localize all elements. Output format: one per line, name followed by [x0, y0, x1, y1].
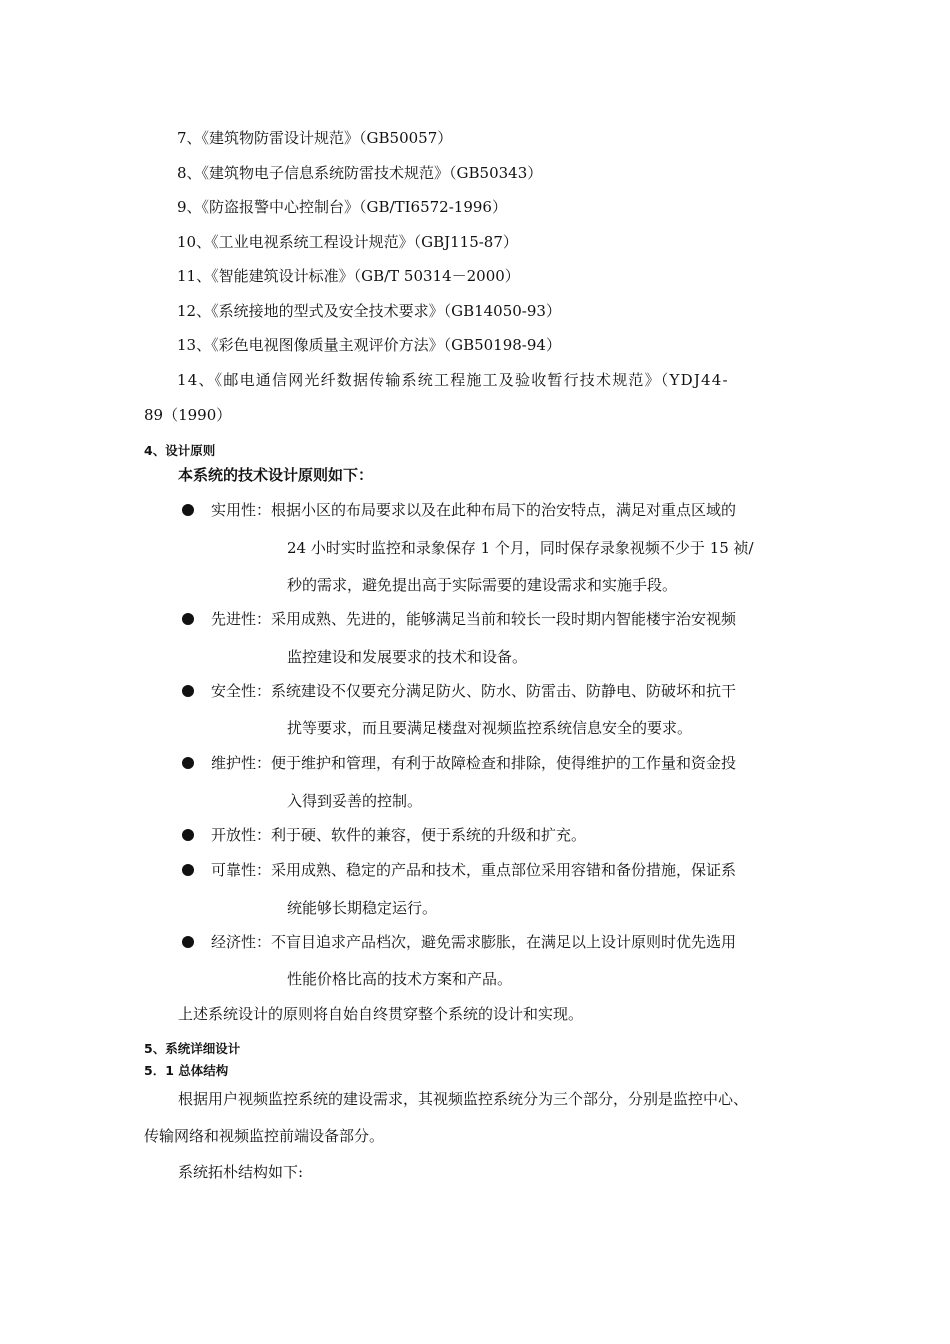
bullet-icon [182, 864, 194, 876]
standard-item-14-cont: 89（1990） [144, 406, 232, 424]
principles-summary: 上述系统设计的原则将自始自终贯穿整个系统的设计和实现。 [178, 1005, 584, 1023]
principle-5-line-1: 开放性：利于硬、软件的兼容，便于系统的升级和扩充。 [211, 826, 587, 844]
section-4-heading: 4、设计原则 [144, 443, 216, 458]
standard-item-11: 11、《智能建筑设计标准》（GB/T 50314－2000） [177, 267, 520, 285]
standard-item-12: 12、《系统接地的型式及安全技术要求》（GB14050-93） [177, 302, 561, 320]
topology-intro: 系统拓朴结构如下: [178, 1163, 304, 1181]
standard-item-8: 8、《建筑物电子信息系统防雷技术规范》（GB50343） [177, 164, 543, 182]
principle-7-line-2: 性能价格比高的技术方案和产品。 [287, 970, 513, 988]
principle-2-line-2: 监控建设和发展要求的技术和设备。 [287, 648, 528, 666]
overview-paragraph-line-1: 根据用户视频监控系统的建设需求，其视频监控系统分为三个部分，分别是监控中心、 [178, 1090, 749, 1108]
principle-7-line-1: 经济性：不盲目追求产品档次，避免需求膨胀，在满足以上设计原则时优先选用 [211, 933, 737, 951]
principle-1-line-3: 秒的需求，避免提出高于实际需要的建设需求和实施手段。 [287, 576, 678, 594]
principles-intro: 本系统的技术设计原则如下： [178, 466, 374, 484]
standard-item-7: 7、《建筑物防雷设计规范》（GB50057） [177, 129, 453, 147]
bullet-icon [182, 504, 194, 516]
section-5-heading: 5、系统详细设计 [144, 1041, 241, 1056]
overview-paragraph-line-2: 传输网络和视频监控前端设备部分。 [144, 1127, 385, 1145]
bullet-icon [182, 757, 194, 769]
principle-6-line-2: 统能够长期稳定运行。 [287, 899, 438, 917]
standard-item-14: 14、《邮电通信网光纤数据传输系统工程施工及验收暂行技术规范》（YDJ44- [177, 371, 729, 389]
principle-2-line-1: 先进性：采用成熟、先进的，能够满足当前和较长一段时期内智能楼宇治安视频 [211, 610, 737, 628]
principle-3-line-1: 安全性：系统建设不仅要充分满足防火、防水、防雷击、防静电、防破坏和抗干 [211, 682, 737, 700]
standard-item-10: 10、《工业电视系统工程设计规范》（GBJ115-87） [177, 233, 518, 251]
principle-6-line-1: 可靠性：采用成熟、稳定的产品和技术，重点部位采用容错和备份措施，保证系 [211, 861, 737, 879]
principle-1-line-2: 24 小时实时监控和录象保存 1 个月，同时保存录象视频不少于 15 祯/ [287, 539, 754, 557]
bullet-icon [182, 613, 194, 625]
principle-3-line-2: 扰等要求，而且要满足楼盘对视频监控系统信息安全的要求。 [287, 719, 693, 737]
bullet-icon [182, 936, 194, 948]
principle-4-line-1: 维护性：便于维护和管理，有利于故障检查和排除，使得维护的工作量和资金投 [211, 754, 737, 772]
principle-1-line-1: 实用性：根据小区的布局要求以及在此种布局下的治安特点，满足对重点区域的 [211, 501, 737, 519]
standard-item-13: 13、《彩色电视图像质量主观评价方法》（GB50198-94） [177, 336, 561, 354]
bullet-icon [182, 685, 194, 697]
section-5-1-heading: 5．1 总体结构 [144, 1063, 229, 1078]
principle-4-line-2: 入得到妥善的控制。 [287, 792, 423, 810]
bullet-icon [182, 829, 194, 841]
standard-item-9: 9、《防盗报警中心控制台》（GB/TI6572-1996） [177, 198, 507, 216]
